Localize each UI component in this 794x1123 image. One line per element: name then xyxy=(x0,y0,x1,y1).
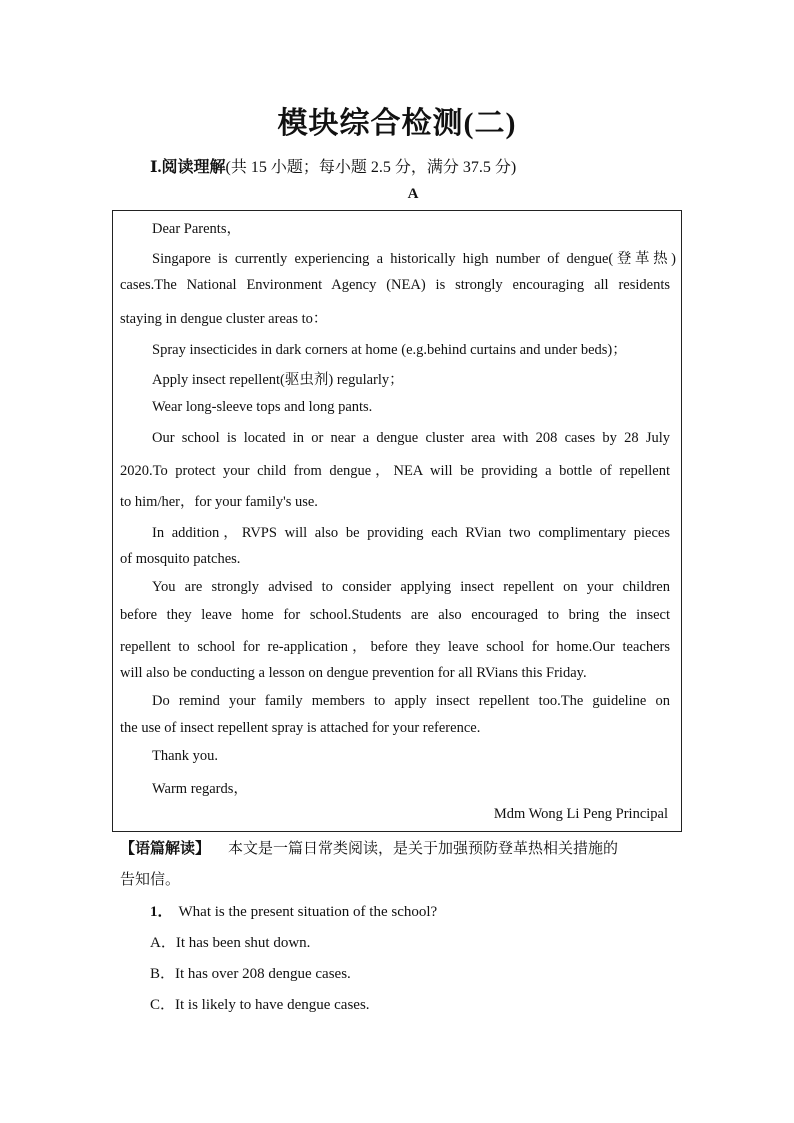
letter-line: will also be conducting a lesson on dengue prevention for all RVians this Friday. xyxy=(120,665,587,681)
letter-line: repellent to school for re-application，before they leave school for home.Our teachers xyxy=(120,639,670,655)
letter-box xyxy=(112,210,682,832)
letter-line: You are strongly advised to consider applying insect repellent on your children xyxy=(152,579,670,595)
question-stem xyxy=(150,900,437,921)
option-label: B． xyxy=(150,966,176,982)
question-text: What is the present situation of the school? xyxy=(178,904,438,920)
page-title: 模块综合检测(二) xyxy=(277,107,517,140)
section-heading xyxy=(150,154,516,177)
letter-thanks: Thank you. xyxy=(152,748,219,764)
question-number: 1． xyxy=(150,904,173,920)
letter-bullet: Apply insect repellent(驱虫剂) regularly； xyxy=(152,372,404,388)
option-text: It has been shut down. xyxy=(175,935,311,951)
section-note: (共 15 小题；每小题 2.5 分，满分 37.5 分) xyxy=(225,159,517,176)
letter-line: of mosquito patches. xyxy=(120,551,241,567)
section-title: Ⅰ.阅读理解 xyxy=(150,159,226,176)
option-text: It is likely to have dengue cases. xyxy=(175,997,370,1013)
analysis-text: 本文是一篇日常类阅读，是关于加强预防登革热相关措施的 xyxy=(228,841,619,857)
option-a xyxy=(150,931,310,952)
analysis-continuation: 告知信。 xyxy=(120,872,181,888)
letter-line: before they leave home for school.Students are also encouraged to bring the insect xyxy=(120,607,670,623)
letter-line: In addition，RVPS will also be providing each RVian two complimentary pieces xyxy=(152,525,670,541)
letter-line: 2020.To protect your child from dengue，NEA will be providing a bottle of repellent xyxy=(120,463,670,479)
letter-line: the use of insect repellent spray is attached for your reference. xyxy=(120,720,481,736)
letter-line: cases.The National Environment Agency (NEA) is strongly encouraging all residents xyxy=(120,277,670,293)
option-text: It has over 208 dengue cases. xyxy=(175,966,351,982)
letter-line: to him/her，for your family's use. xyxy=(120,494,318,510)
option-label: C． xyxy=(150,997,176,1013)
letter-bullet: Spray insecticides in dark corners at home (e.g.behind curtains and under beds)； xyxy=(152,342,627,358)
letter-regards: Warm regards， xyxy=(152,781,248,797)
letter-bullet: Wear long-sleeve tops and long pants. xyxy=(152,399,373,415)
option-label: A． xyxy=(150,935,176,951)
letter-line: staying in dengue cluster areas to： xyxy=(120,311,328,327)
analysis-tag: 【语篇解读】 xyxy=(120,841,211,857)
letter-greeting: Dear Parents， xyxy=(152,221,241,237)
letter-line: Our school is located in or near a dengue cluster area with 208 cases by 28 July xyxy=(152,430,670,446)
option-b xyxy=(150,962,351,983)
letter-line: Do remind your family members to apply insect repellent too.The guideline on xyxy=(152,693,670,709)
part-label: A xyxy=(407,186,419,202)
discourse-analysis xyxy=(120,837,618,858)
letter-line: Singapore is currently experiencing a historically high number of dengue(登革热) xyxy=(152,251,676,267)
option-c xyxy=(150,993,370,1014)
letter-signature: Mdm Wong Li Peng Principal xyxy=(493,806,668,822)
